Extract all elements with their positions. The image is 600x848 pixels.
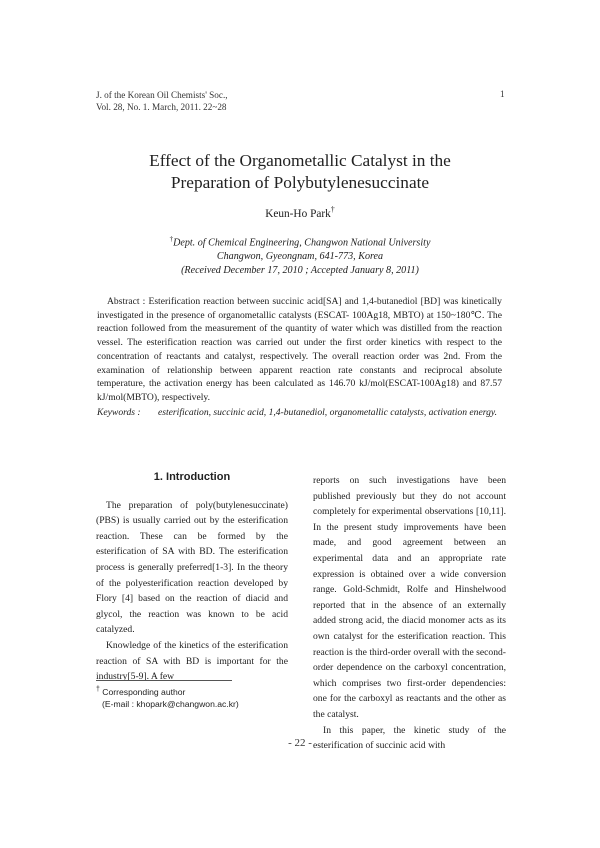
affiliation-line-2: Changwon, Gyeongnam, 641-773, Korea (216, 251, 384, 263)
paragraph: reports on such investigations have been published previously but they do not account completely for experimental observations [10,11]. In the present study improvements have been made, and good agreement between an experimental data and an appropriate rate expression is obtained over a wide conversion range. Gold-Schmidt, Rolfe and Hinshelwood reported that in the absence of an externally added strong acid, the diacid monomer acts as its own catalyst for the esterification reaction. This reaction is the third-order overall with the second-order dependence on the carboxyl concentration, which comprises two first-order dependencies: one for the carboxyl as reactants and the other as the catalyst. (313, 475, 506, 720)
paragraph: Knowledge of the kinetics of the esterification reaction of SA with BD is important for the industry[5-9]. A few (96, 639, 288, 683)
paragraph: The preparation of poly(butylenesuccinate) (PBS) is usually carried out by the esterification reaction. These can be formed by the esterification of SA with BD. The esterification process is generally preferred[1-3]. In the theory of the polyesterification reaction developed by Flory [4] based on the reaction of diacid and glycol, the reaction was known to be acid catalyzed. (96, 499, 288, 636)
page-number: 1 (500, 89, 505, 99)
paper-title (0, 150, 600, 194)
footnote-mark: † (96, 686, 100, 693)
page-folio: - 22 - (288, 737, 312, 749)
journal-header (96, 89, 228, 113)
abstract-label: Abstract : (107, 296, 146, 307)
affiliation (0, 233, 600, 278)
footnote (96, 684, 239, 711)
affiliation-line-1: Dept. of Chemical Engineering, Changwon National University (173, 237, 431, 249)
author (0, 205, 600, 220)
paragraph: In this paper, the kinetic study of the esterification of succinic acid with (313, 724, 506, 752)
journal-volume: Vol. 28, No. 1. March, 2011. 22~28 (96, 102, 227, 112)
left-column (96, 470, 288, 685)
section-heading: 1. Introduction (153, 471, 231, 483)
author-name: Keun-Ho Park (265, 207, 331, 220)
right-column (313, 473, 506, 754)
footnote-rule (96, 680, 232, 681)
abstract (97, 295, 502, 405)
journal-name: J. of the Korean Oil Chemists' Soc., (96, 90, 228, 100)
affiliation-mark: † (169, 235, 174, 243)
abstract-text: Esterification reaction between succinic acid[SA] and 1,4-butanediol [BD] was kinetically investigated in the presence of organometallic catalysts (ESCAT- 100Ag18, MBTO) at 150~180℃. The reaction followed from the measurement of the quantity of water which was distilled from the reaction vessel. The esterification reaction was carried out under the first order kinetics with respect to the concentration of reactants and catalyst, respectively. The overall reaction order was 2nd. From the examination of relationship between apparent reaction rate constants and reciprocal absolute temperature, the activation energy has been calculated as 146.70 kJ/mol(ESCAT-100Ag18) and 87.57 kJ/mol(MBTO), respectively. (97, 296, 502, 403)
received-dates: (Received December 17, 2010 ; Accepted January 8, 2011) (181, 264, 419, 276)
author-mark: † (330, 205, 335, 214)
keywords (97, 406, 502, 420)
title-line-2: Preparation of Polybutylenesuccinate (170, 173, 430, 192)
keywords-text: esterification, succinic acid, 1,4-butanediol, organometallic catalysts, activation energy. (158, 407, 497, 418)
keywords-label: Keywords : (97, 407, 141, 418)
footnote-line-1: Corresponding author (102, 686, 186, 697)
title-line-1: Effect of the Organometallic Catalyst in the (149, 151, 451, 170)
footnote-email: (E-mail : khopark@changwon.ac.kr) (102, 699, 239, 710)
